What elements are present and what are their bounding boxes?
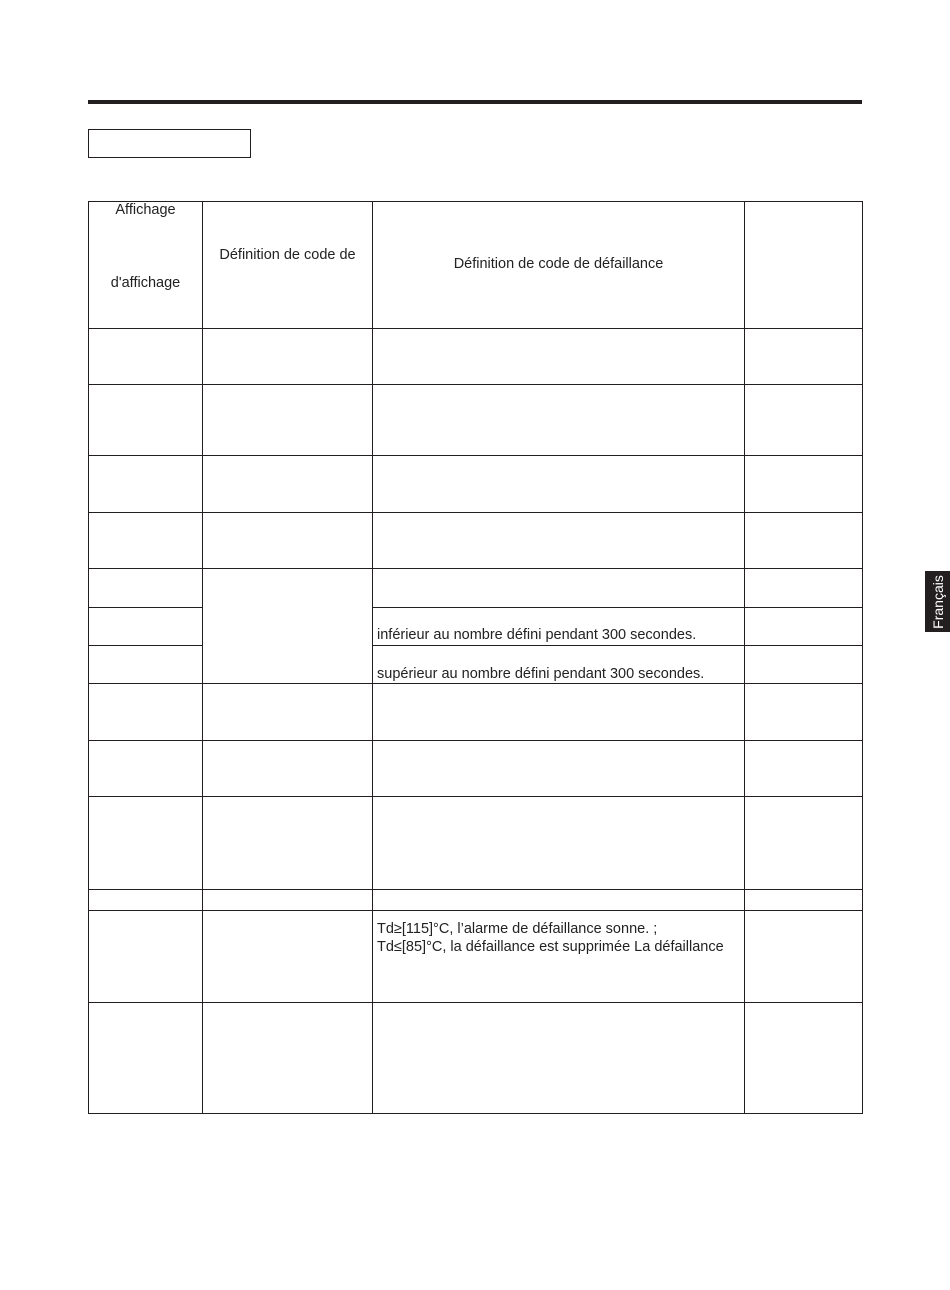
row-12-fault-definition-line2: Td≤[85]°C, la défaillance est supprimée La défaillance	[377, 939, 724, 955]
row-6-fault-definition: inférieur au nombre défini pendant 300 secondes.	[377, 627, 697, 643]
row-line	[88, 455, 863, 456]
row-12-fault-definition-line1: Td≥[115]°C, l’alarme de défaillance sonne. ;	[377, 921, 658, 937]
table-border-left	[88, 201, 89, 1114]
table-border-right	[862, 201, 863, 1114]
language-tab-label: Français	[929, 574, 946, 629]
top-rule	[88, 100, 862, 104]
row-line-partial	[88, 645, 202, 646]
row-line	[88, 1002, 863, 1003]
row-line	[88, 683, 863, 684]
row-line-partial	[372, 645, 863, 646]
row-line	[88, 740, 863, 741]
header-col1-line2: d'affichage	[110, 275, 181, 291]
header-bottom-line	[88, 328, 863, 329]
row-7-fault-definition: supérieur au nombre défini pendant 300 secondes.	[377, 666, 705, 682]
row-line	[88, 889, 863, 890]
header-col1-line1: Affichage	[115, 202, 176, 218]
column-divider-3	[744, 201, 745, 1114]
row-line	[88, 568, 863, 569]
header-col3: Définition de code de défaillance	[453, 256, 664, 272]
header-col2: Définition de code de	[219, 247, 356, 263]
column-divider-2	[372, 201, 373, 1114]
section-heading-box	[88, 129, 251, 158]
column-divider-1	[202, 201, 203, 1114]
row-line-partial	[88, 607, 202, 608]
table-border-bottom	[88, 1113, 863, 1114]
row-line	[88, 512, 863, 513]
row-line-partial	[372, 607, 863, 608]
row-line	[88, 910, 863, 911]
table-border-top	[88, 201, 863, 202]
row-line	[88, 384, 863, 385]
row-line	[88, 796, 863, 797]
language-tab	[925, 571, 950, 632]
